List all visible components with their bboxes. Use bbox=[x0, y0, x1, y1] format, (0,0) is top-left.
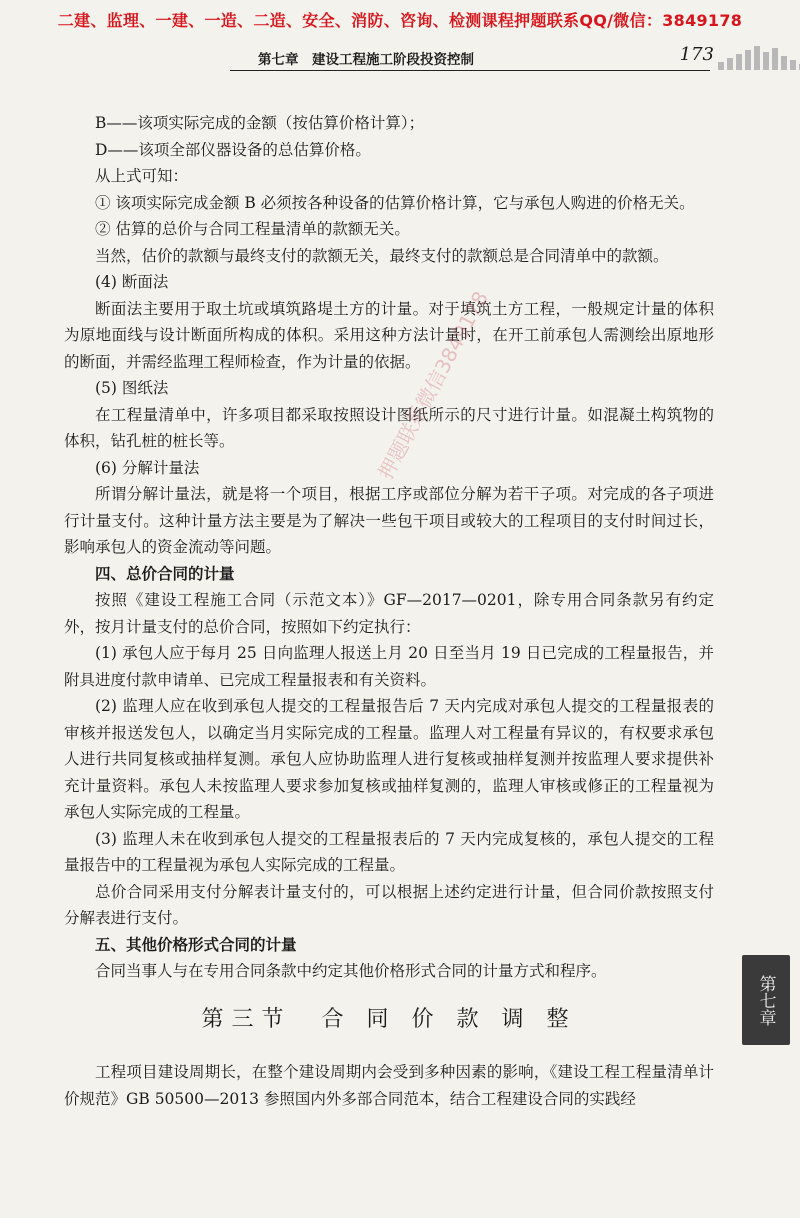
section-title: 第三节 合 同 价 款 调 整 bbox=[201, 1006, 577, 1032]
body-paragraph: ② 估算的总价与合同工程量清单的款额无关。 bbox=[95, 220, 410, 238]
body-paragraph: (4) 断面法 bbox=[95, 273, 169, 291]
body-paragraph: 在工程量清单中，许多项目都采取按照设计图纸所示的尺寸进行计量。如混凝土构筑物的体积，钻孔桩的桩长等。 bbox=[64, 405, 714, 450]
body-paragraph: 工程项目建设周期长，在整个建设周期内会受到多种因素的影响，《建设工程工程量清单计价规范》GB 50500—2013 参照国内外多部合同范本，结合工程建设合同的实践经 bbox=[64, 1063, 714, 1108]
header-decoration bbox=[718, 44, 800, 70]
body-paragraph: (5) 图纸法 bbox=[95, 379, 169, 397]
body-paragraph: D——该项全部仪器设备的总估算价格。 bbox=[95, 140, 371, 159]
body-paragraph: 断面法主要用于取土坑或填筑路堤土方的计量。对于填筑土方工程，一般规定计量的体积为原地面线与设计断面所构成的体积。采用这种方法计量时，在开工前承包人需测绘出原地形的断面，并需经监理工程师检查，作为计量的依据。 bbox=[64, 299, 714, 371]
body-paragraph: 所谓分解计量法，就是将一个项目，根据工序或部位分解为若干子项。对完成的各子项进行计量支付。这种计量方法主要是为了解决一些包干项目或较大的工程项目的支付时间过长，影响承包人的资金流动等问题。 bbox=[64, 485, 714, 556]
chapter-side-tab: 第七章 bbox=[742, 955, 790, 1045]
running-header bbox=[230, 44, 714, 71]
body-paragraph: (1) 承包人应于每月 25 日向监理人报送上月 20 日至当月 19 日已完成的工程量报告，并附具进度付款申请单、已完成工程量报表和有关资料。 bbox=[64, 644, 714, 689]
body-paragraph: 按照《建设工程施工合同（示范文本）》GF—2017—0201，除专用合同条款另有约定外，按月计量支付的总价合同，按照如下约定执行： bbox=[64, 591, 714, 636]
body-paragraph: 总价合同采用支付分解表计量支付的，可以根据上述约定进行计量，但合同价款按照支付分解表进行支付。 bbox=[64, 882, 714, 927]
body-paragraph: (2) 监理人应在收到承包人提交的工程量报告后 7 天内完成对承包人提交的工程量报表的审核并报送发包人，以确定当月实际完成的工程量。监理人对工程量有异议的，有权要求承包人进行共同复核或抽样复测。承包人应协助监理人进行复核或抽样复测并按监理人要求提供补充计量资料。承包人未按监理人要求参加复核或抽样复测的，监理人审核或修正的工程量视为承包人实际完成的工程量。 bbox=[64, 697, 714, 821]
body-paragraph: ① 该项实际完成金额 B 必须按各种设备的估算价格计算，它与承包人购进的价格无关。 bbox=[95, 193, 695, 212]
top-promo-banner: 二建、监理、一建、一造、二造、安全、消防、咨询、检测课程押题联系QQ/微信：3849178 bbox=[57, 11, 743, 30]
page-number: 173 bbox=[679, 44, 714, 65]
page-body bbox=[64, 110, 714, 1112]
body-paragraph: B——该项实际完成的金额（按估算价格计算）； bbox=[95, 114, 425, 132]
body-paragraph: (6) 分解计量法 bbox=[95, 458, 200, 477]
body-paragraph: 合同当事人与在专用合同条款中约定其他价格形式合同的计量方式和程序。 bbox=[95, 962, 607, 980]
subsection-heading: 四、总价合同的计量 bbox=[95, 564, 235, 583]
body-paragraph: (3) 监理人未在收到承包人提交的工程量报表后的 7 天内完成复核的，承包人提交的工程量报告中的工程量视为承包人实际完成的工程量。 bbox=[64, 829, 714, 874]
watermark: 押题联系微信3849178 bbox=[373, 287, 493, 484]
body-paragraph: 从上式可知： bbox=[95, 167, 189, 185]
body-paragraph: 当然，估价的款额与最终支付的款额无关，最终支付的款额总是合同清单中的款额。 bbox=[95, 246, 669, 265]
subsection-heading: 五、其他价格形式合同的计量 bbox=[95, 935, 297, 954]
chapter-title: 第七章 建设工程施工阶段投资控制 bbox=[258, 52, 474, 68]
